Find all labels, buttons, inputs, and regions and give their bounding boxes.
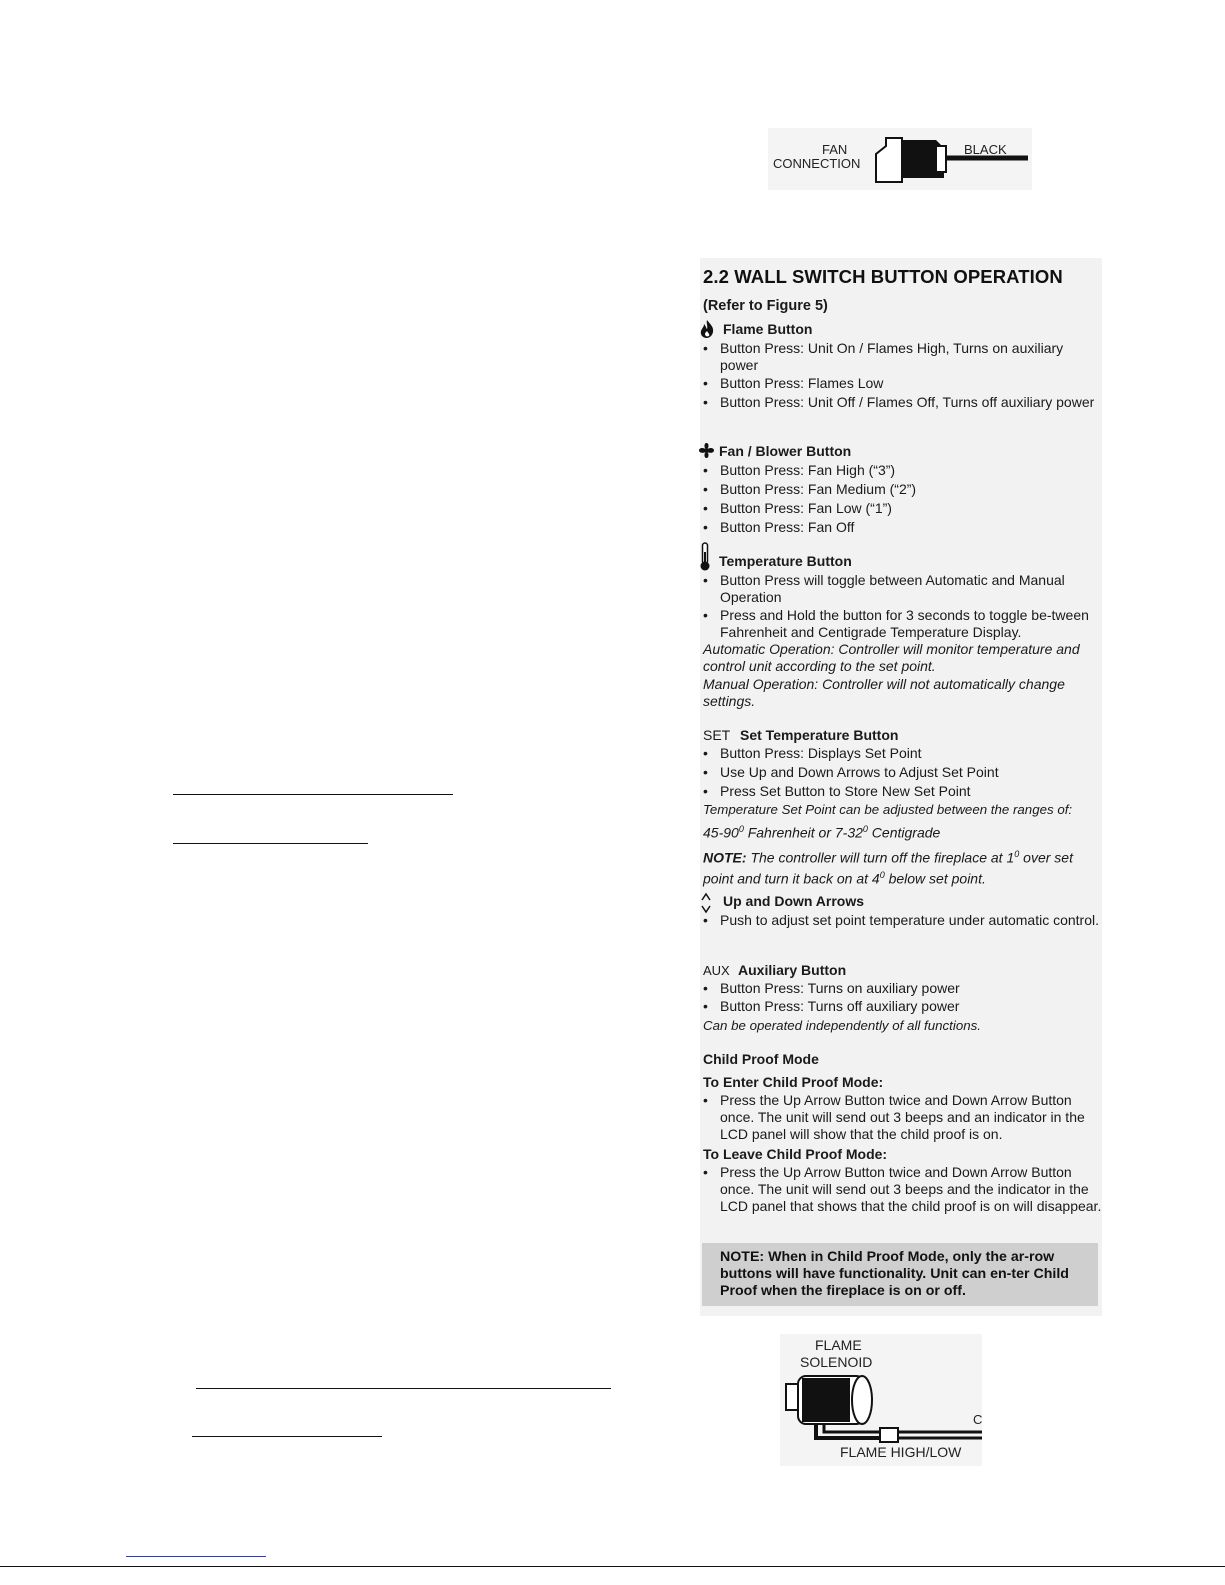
set-label-icon: SET	[703, 727, 731, 743]
set-temperature-heading: Set Temperature Button	[740, 727, 899, 743]
refer-figure-text: (Refer to Figure 5)	[703, 298, 828, 314]
child-proof-heading: Child Proof Mode	[703, 1051, 819, 1067]
flame-item-2: Button Press: Flames Low	[720, 375, 884, 391]
fig-label-solenoid: SOLENOID	[800, 1354, 873, 1370]
fig-label-connection: CONNECTION	[773, 156, 861, 171]
footer-link-underline[interactable]	[126, 1556, 266, 1557]
flame-icon	[698, 319, 716, 339]
solenoid-icon	[780, 1372, 982, 1450]
fan-item-3: Button Press: Fan Low (“1”)	[720, 500, 892, 516]
child-proof-leave-heading: To Leave Child Proof Mode:	[703, 1146, 888, 1162]
blank-line-4	[192, 1436, 382, 1437]
automatic-operation-note: Automatic Operation: Controller will monitor temperature and control unit according to the set point.	[703, 641, 1080, 674]
up-down-arrow-icon	[700, 892, 712, 914]
child-enter-item: Press the Up Arrow Button twice and Down Arrow Button once. The unit will send out 3 beeps and an indicator in the LCD panel will show that the child proof is on.	[720, 1092, 1085, 1142]
fan-connector-icon	[872, 134, 1032, 186]
thermometer-icon	[699, 542, 711, 572]
aux-item-2: Button Press: Turns off auxiliary power	[720, 998, 960, 1014]
arrows-heading: Up and Down Arrows	[723, 893, 865, 909]
fig-label-flame-high-low: FLAME HIGH/LOW	[840, 1444, 962, 1460]
child-proof-note: NOTE: When in Child Proof Mode, only the ar-row buttons will have functionality. Unit can en-ter Child Proof when the fireplace is on or off.	[720, 1249, 1069, 1299]
set-point-note: NOTE: The controller will turn off the fireplace at $1^0$ over set point and turn it back on at $4^0$ below set point.	[703, 849, 1073, 887]
fan-item-2: Button Press: Fan Medium (“2”)	[720, 481, 917, 497]
fan-item-4: Button Press: Fan Off	[720, 519, 855, 535]
set-item-2: Use Up and Down Arrows to Adjust Set Point	[720, 764, 999, 780]
temp-item-2: Press and Hold the button for 3 seconds to toggle be-tween Fahrenheit and Centigrade Temperature Display.	[720, 607, 1089, 640]
arrows-item-1: Push to adjust set point temperature under automatic control.	[720, 912, 1099, 928]
flame-item-3: Button Press: Unit Off / Flames Off, Turns off auxiliary power	[720, 394, 1095, 410]
fig-label-black: BLACK	[964, 142, 1007, 157]
set-range-note-2: $45-90^0$ Fahrenheit or $7-32^0$ Centigrade	[703, 824, 941, 841]
blank-line-2	[173, 843, 368, 844]
auxiliary-button-heading: Auxiliary Button	[738, 962, 847, 978]
aux-item-1: Button Press: Turns on auxiliary power	[720, 980, 960, 996]
blank-line-1	[173, 794, 453, 795]
set-item-3: Press Set Button to Store New Set Point	[720, 783, 971, 799]
child-proof-enter-heading: To Enter Child Proof Mode:	[703, 1074, 884, 1090]
fan-button-heading: Fan / Blower Button	[719, 443, 852, 459]
aux-note: Can be operated independently of all functions.	[703, 1018, 981, 1033]
flame-item-1: Button Press: Unit On / Flames High, Turns on auxiliary power	[720, 340, 1064, 373]
fig-label-flame: FLAME	[815, 1337, 862, 1353]
aux-label-icon: AUX	[703, 963, 730, 978]
footer-rule	[0, 1566, 1225, 1567]
blank-line-3	[196, 1388, 611, 1389]
fan-connection-figure	[768, 128, 1032, 190]
temperature-button-heading: Temperature Button	[719, 553, 852, 569]
section-title: 2.2 WALL SWITCH BUTTON OPERATION	[703, 266, 1063, 287]
child-leave-item: Press the Up Arrow Button twice and Down Arrow Button once. The unit will send out 3 beeps and the indicator in the LCD panel that shows that the child proof is on will disappear.	[720, 1164, 1102, 1214]
fan-icon	[698, 442, 715, 459]
set-item-1: Button Press: Displays Set Point	[720, 745, 922, 761]
set-range-note-1: Temperature Set Point can be adjusted between the ranges of:	[703, 802, 1073, 817]
fig-label-c: C	[973, 1412, 983, 1427]
flame-solenoid-figure	[780, 1334, 982, 1466]
fan-item-1: Button Press: Fan High (“3”)	[720, 462, 896, 478]
manual-operation-note: Manual Operation: Controller will not automatically change settings.	[703, 676, 1065, 709]
temp-item-1: Button Press will toggle between Automatic and Manual Operation	[720, 572, 1065, 605]
flame-button-heading: Flame Button	[723, 321, 813, 337]
fig-label-fan: FAN	[822, 142, 848, 157]
